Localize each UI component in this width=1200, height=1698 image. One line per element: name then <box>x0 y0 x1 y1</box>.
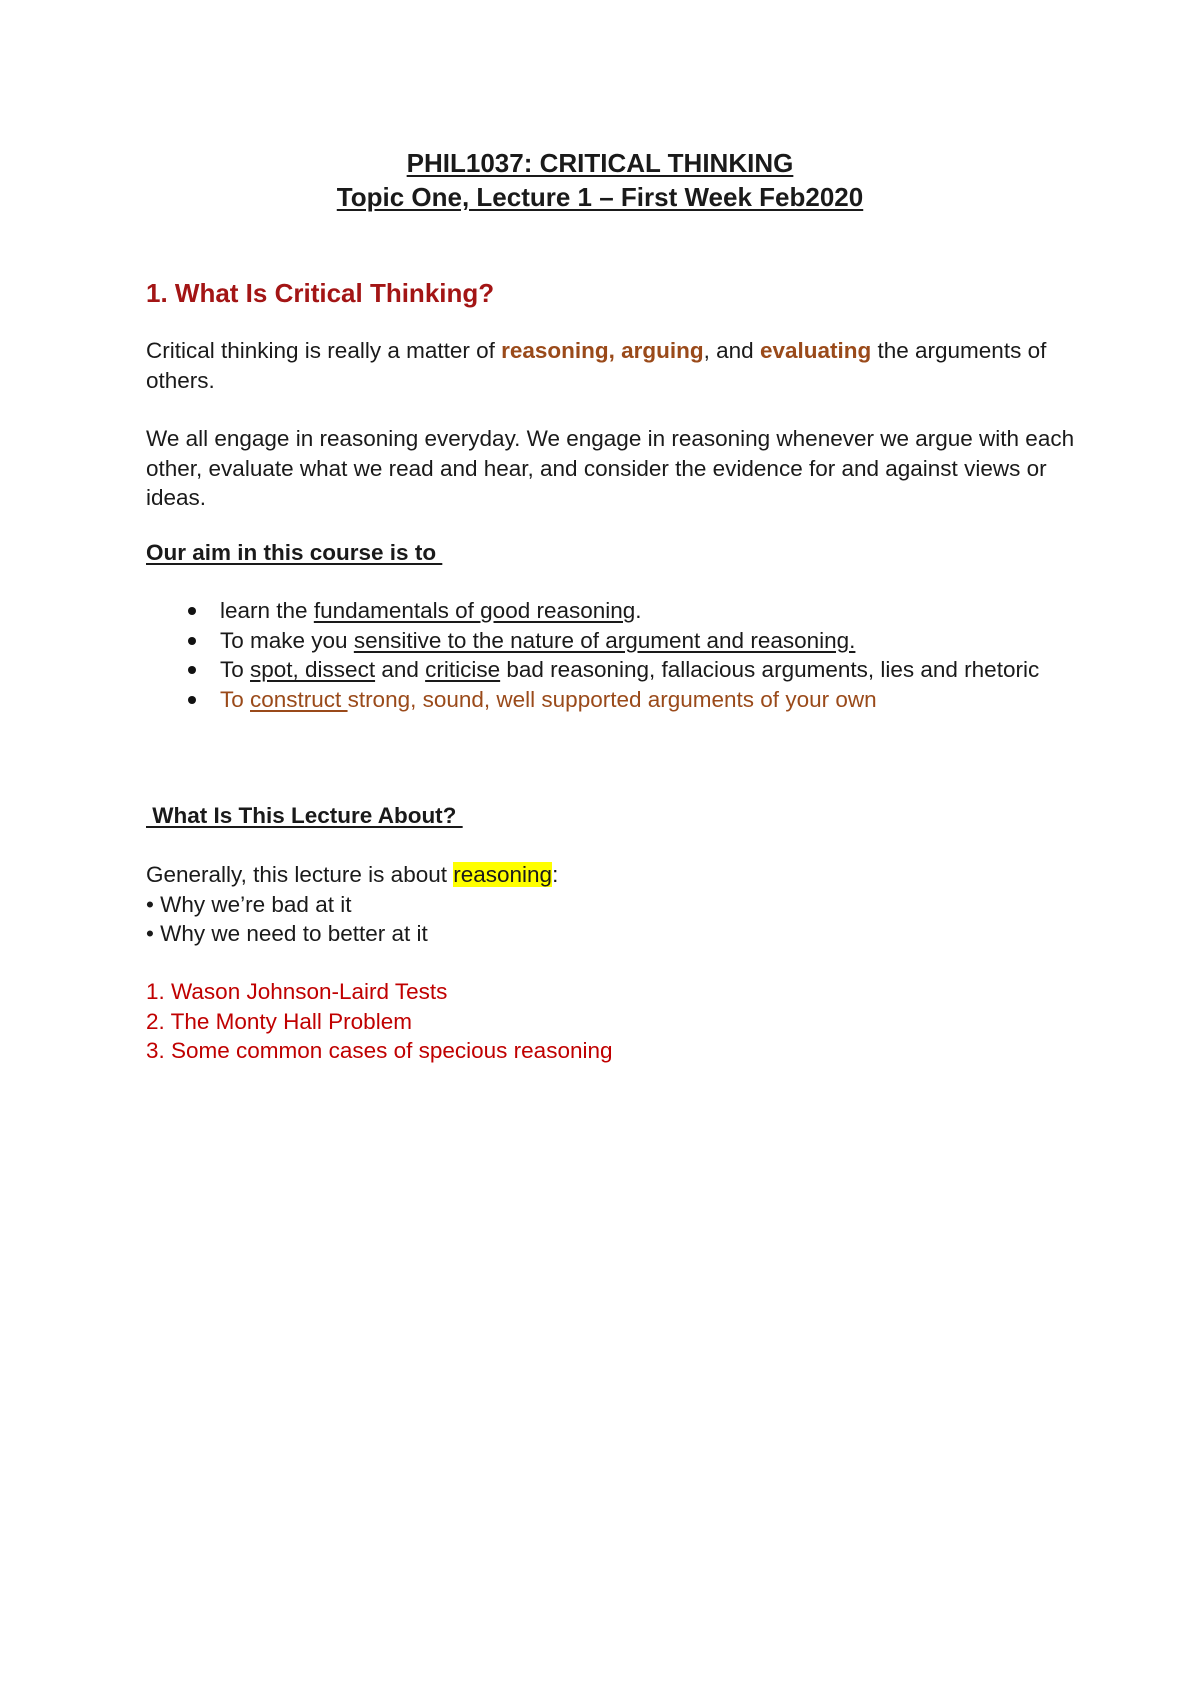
lecture-intro <box>146 860 558 949</box>
list-item <box>180 626 1060 656</box>
aims-list <box>180 596 1060 714</box>
underlined-text: criticise <box>425 657 501 682</box>
text-span: and <box>375 657 426 682</box>
bullet-icon <box>188 666 196 674</box>
bullet-line: • Why we’re bad at it <box>146 891 352 917</box>
topic-item: 1. Wason Johnson-Laird Tests <box>146 979 448 1004</box>
text-span: , and <box>703 338 760 363</box>
course-title: PHIL1037: CRITICAL THINKING <box>406 148 794 178</box>
list-item <box>180 655 1060 685</box>
underlined-text: spot, dissect <box>250 657 376 682</box>
highlight-reasoning-arguing: reasoning, arguing <box>501 338 704 363</box>
text-span: bad reasoning, fallacious arguments, lies and rhetoric <box>500 657 1040 682</box>
section-heading-critical-thinking: 1. What Is Critical Thinking? <box>146 278 495 308</box>
list-item <box>180 596 1060 626</box>
underlined-text: fundamentals of good reasoning <box>313 598 636 623</box>
topic-item: 3. Some common cases of specious reasoning <box>146 1038 613 1063</box>
highlight-evaluating: evaluating <box>759 338 872 363</box>
intro-line <box>146 860 558 890</box>
underlined-text: construct <box>250 686 348 712</box>
lecture-about-heading: What Is This Lecture About? <box>146 803 463 828</box>
text-span: Critical thinking is really a matter of <box>146 338 502 363</box>
bullet-icon <box>188 637 196 645</box>
text-span: the arguments of others. <box>146 338 1047 393</box>
topic-item: 2. The Monty Hall Problem <box>146 1008 412 1034</box>
text-span: To <box>220 657 251 682</box>
list-item <box>180 685 1060 715</box>
text-span: : <box>552 862 559 887</box>
underlined-text: sensitive to the nature of argument and reasoning. <box>353 627 856 653</box>
text-span: strong, sound, well supported arguments of your own <box>347 686 877 712</box>
title-block <box>0 146 1200 214</box>
text-span: . <box>635 598 642 623</box>
bullet-line: • Why we need to better at it <box>146 921 428 946</box>
paragraph-definition <box>146 336 1076 395</box>
text-span: Generally, this lecture is about <box>146 862 454 887</box>
text-span: learn the <box>220 598 314 623</box>
text-span: To <box>220 686 251 712</box>
bullet-icon <box>188 607 196 615</box>
topics-list <box>146 977 613 1066</box>
text-span: To make you <box>220 627 354 653</box>
paragraph-everyday-reasoning: We all engage in reasoning everyday. We engage in reasoning whenever we argue with each other, evaluate what we read and hear, and consider the evidence for and against views or ideas. <box>146 426 1075 510</box>
lecture-subtitle: Topic One, Lecture 1 – First Week Feb2020 <box>336 182 864 212</box>
bullet-icon <box>188 696 196 704</box>
aims-heading: Our aim in this course is to <box>146 540 443 565</box>
highlight-reasoning: reasoning <box>453 862 553 887</box>
